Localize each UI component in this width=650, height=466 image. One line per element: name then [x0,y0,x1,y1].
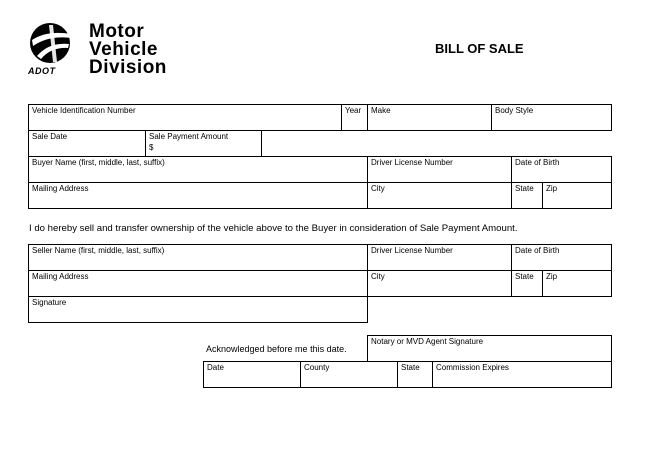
commission-expires-field[interactable] [432,361,612,388]
logo-line-motor: Motor [89,21,145,42]
notary-signature-field[interactable] [367,335,612,362]
notary-date-field[interactable] [203,361,301,388]
buyer-city-label: City [371,184,385,193]
sale-amount-label: Sale Payment Amount [149,132,229,141]
acknowledged-text: Acknowledged before me this date. [206,344,347,354]
logo-line-vehicle: Vehicle [89,39,158,60]
seller-zip-field[interactable] [542,270,612,297]
seller-signature-field[interactable] [28,296,368,323]
buyer-state-field[interactable] [511,182,543,209]
seller-license-field[interactable] [367,244,512,271]
buyer-city-field[interactable] [367,182,512,209]
make-field[interactable] [367,104,492,131]
year-field[interactable] [341,104,368,131]
buyer-name-field[interactable] [28,156,368,183]
seller-city-field[interactable] [367,270,512,297]
notary-state-field[interactable] [397,361,433,388]
make-label: Make [371,106,391,115]
seller-license-label: Driver License Number [371,246,453,255]
buyer-address-label: Mailing Address [32,184,89,193]
notary-date-label: Date [207,363,224,372]
adot-logo [27,22,187,78]
buyer-address-field[interactable] [28,182,368,209]
seller-address-label: Mailing Address [32,272,89,281]
seller-dob-field[interactable] [511,244,612,271]
adot-badge-text: ADOT [28,66,56,76]
sale-date-field[interactable] [28,130,146,157]
sale-amount-field[interactable] [145,130,262,157]
seller-state-label: State [515,272,534,281]
buyer-zip-field[interactable] [542,182,612,209]
seller-city-label: City [371,272,385,281]
notary-state-label: State [401,363,420,372]
body-style-field[interactable] [491,104,612,131]
seller-name-field[interactable] [28,244,368,271]
buyer-license-label: Driver License Number [371,158,453,167]
buyer-name-label: Buyer Name (first, middle, last, suffix) [32,158,165,167]
logo-line-division: Division [89,57,167,78]
notary-signature-label: Notary or MVD Agent Signature [371,337,484,346]
buyer-dob-label: Date of Birth [515,158,560,167]
buyer-license-field[interactable] [367,156,512,183]
buyer-zip-label: Zip [546,184,558,193]
buyer-dob-field[interactable] [511,156,612,183]
vin-field[interactable] [28,104,342,131]
year-label: Year [345,106,362,115]
buyer-state-label: State [515,184,534,193]
vin-label: Vehicle Identification Number [32,106,136,115]
sale-date-label: Sale Date [32,132,68,141]
transfer-statement: I do hereby sell and transfer ownership of the vehicle above to the Buyer in consideration of Sale Payment Amount. [29,223,518,234]
commission-expires-label: Commission Expires [436,363,509,372]
seller-signature-label: Signature [32,298,67,307]
seller-name-label: Seller Name (first, middle, last, suffix) [32,246,165,255]
notary-county-field[interactable] [300,361,398,388]
adot-emblem-icon [27,22,75,68]
seller-zip-label: Zip [546,272,558,281]
dollar-sign: $ [149,143,154,152]
seller-state-field[interactable] [511,270,543,297]
body-style-label: Body Style [495,106,534,115]
seller-address-field[interactable] [28,270,368,297]
page-title: BILL OF SALE [435,41,524,56]
seller-dob-label: Date of Birth [515,246,560,255]
notary-county-label: County [304,363,330,372]
